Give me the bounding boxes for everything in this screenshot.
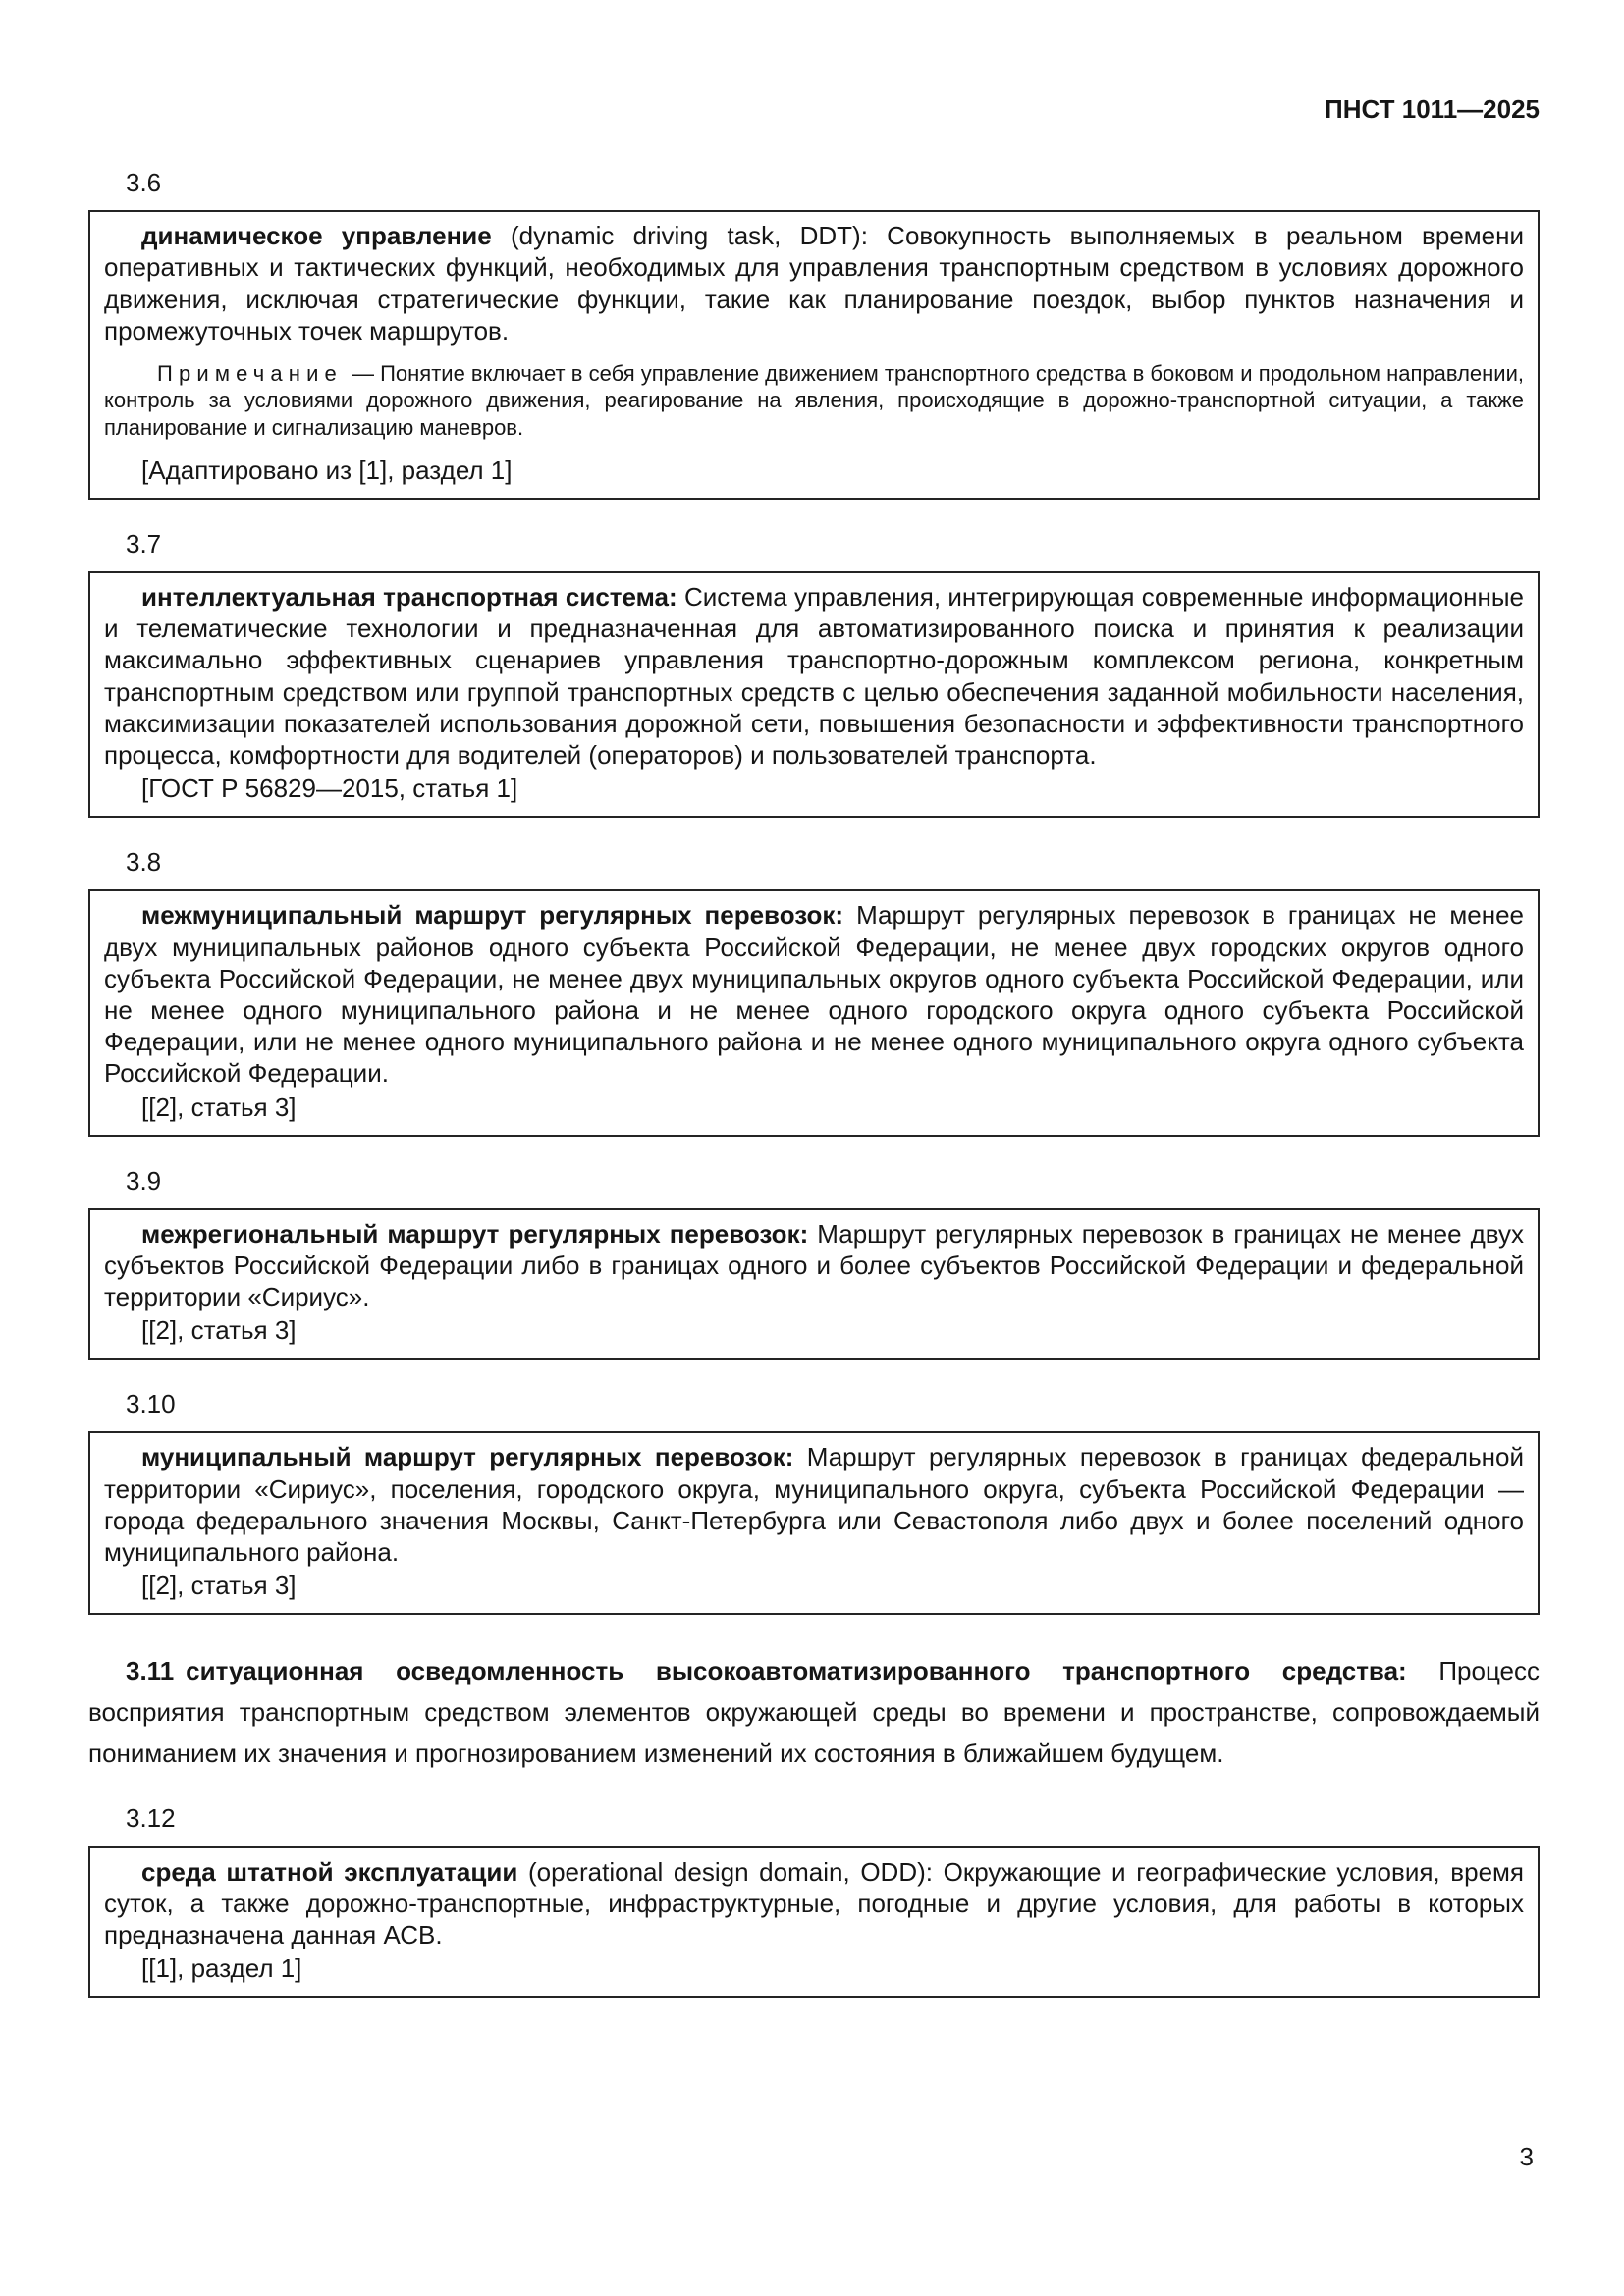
definition-paragraph xyxy=(104,899,1524,1089)
definition-box-3-8 xyxy=(88,889,1540,1136)
definition-box-3-10 xyxy=(88,1431,1540,1615)
definition-box-3-7 xyxy=(88,571,1540,818)
doc-number: ПНСТ 1011—2025 xyxy=(1325,94,1540,124)
definition-box-3-6 xyxy=(88,210,1540,500)
term: муниципальный маршрут регулярных перевозок: xyxy=(141,1442,794,1472)
source-reference: [Адаптировано из [1], раздел 1] xyxy=(141,454,513,485)
source-reference: [[1], раздел 1] xyxy=(141,1953,302,1984)
section-number-3-10: 3.10 xyxy=(126,1389,176,1419)
term: динамическое управление xyxy=(141,221,492,251)
section-number-3-12: 3.12 xyxy=(126,1803,176,1834)
definition-text: Процесс восприятия транспортным средством элементов окружающей среды во времени и пространстве, сопровождаемый пониманием их значения и прогнозированием изменений их состояния в ближайшем будущем. xyxy=(88,1656,1540,1769)
term: межмуниципальный маршрут регулярных перевозок: xyxy=(141,900,844,931)
source-reference: [[2], статья 3] xyxy=(141,1092,297,1122)
source-reference: [[2], статья 3] xyxy=(141,1315,297,1346)
note xyxy=(104,360,1524,441)
note-text: — Понятие включает в себя управление движением транспортного средства в боковом и продольном направлении, контроль за условиями дорожного движения, реагирование на явления, происходящие в дорожно-транспортной ситуации, а также планирование и сигнализацию маневров. xyxy=(104,361,1524,440)
definition-paragraph xyxy=(104,581,1524,771)
definition-box-3-9 xyxy=(88,1208,1540,1361)
definition-text: (dynamic driving task, DDT): Совокупность выполняемых в реальном времени оперативных и тактических функций, необходимых для управления транспортным средством в условиях дорожного движения, исключая стратегические функции, такие как планирование поездок, выбор пунктов назначения и промежуточных точек маршрутов. xyxy=(104,221,1525,346)
definition-text: Система управления, интегрирующая современные информационные и телематические технологии и предназначенная для автоматизированного поиска и принятия к реализации максимально эффективных сценариев управления транспортно-дорожным комплексом региона, конкретным транспортным средством или группой транспортных средств с целью обеспечения заданной мобильности населения, максимизации показателей использования дорожной сети, повышения безопасности и эффективности транспортного процесса, комфортности для водителей (операторов) и пользователей транспорта. xyxy=(104,581,1524,771)
inline-definition-3-11 xyxy=(88,1650,1540,1774)
definition-text: (operational design domain, ODD): Окружающие и географические условия, время суток, а также дорожно-транспортные, инфраструктурные, погодные и другие условия, для работы в которых предназначена данная АСВ. xyxy=(104,1856,1524,1950)
term: межрегиональный маршрут регулярных перевозок: xyxy=(141,1218,809,1249)
definition-box-3-12 xyxy=(88,1846,1540,1999)
note-label: Примечание xyxy=(157,361,343,387)
definition-text: Маршрут регулярных перевозок в границах не менее двух субъектов Российской Федерации либо в границах одного и более субъектов Российской Федерации и федеральной территории «Сириус». xyxy=(104,1218,1524,1312)
definition-paragraph xyxy=(104,1218,1524,1313)
definition-paragraph xyxy=(104,1441,1524,1568)
section-number-3-11: 3.11 xyxy=(126,1656,175,1686)
definition-paragraph xyxy=(104,220,1524,347)
term: ситуационная осведомленность высокоавтоматизированного транспортного средства: xyxy=(186,1656,1407,1686)
term: интеллектуальная транспортная система: xyxy=(141,581,677,612)
section-number-3-9: 3.9 xyxy=(126,1165,162,1196)
source-reference: [ГОСТ Р 56829—2015, статья 1] xyxy=(141,774,518,804)
source-reference: [[2], статья 3] xyxy=(141,1571,297,1601)
definition-paragraph xyxy=(104,1856,1524,1951)
section-number-3-8: 3.8 xyxy=(126,847,162,878)
page-number: 3 xyxy=(1519,2142,1534,2171)
term: среда штатной эксплуатации xyxy=(141,1856,518,1887)
section-number-3-7: 3.7 xyxy=(126,528,162,559)
section-number-3-6: 3.6 xyxy=(126,168,162,197)
definition-text: Маршрут регулярных перевозок в границах федеральной территории «Сириус», поселения, городского округа, муниципального округа, субъекта Российской Федерации — города федерального значения Москвы, Санкт-Петербурга или Севастополя либо двух и более поселений одного муниципального района. xyxy=(104,1442,1524,1568)
definition-text: Маршрут регулярных перевозок в границах не менее двух муниципальных районов одного субъекта Российской Федерации, не менее двух городских округов одного субъекта Российской Федерации, не менее двух муниципальных округов одного субъекта Российской Федерации, или не менее одного муниципального района и не менее одного городского округа одного субъекта Российской Федерации, или не менее одного муниципального района и не менее одного муниципального округа одного субъекта Российской Федерации. xyxy=(104,900,1524,1089)
